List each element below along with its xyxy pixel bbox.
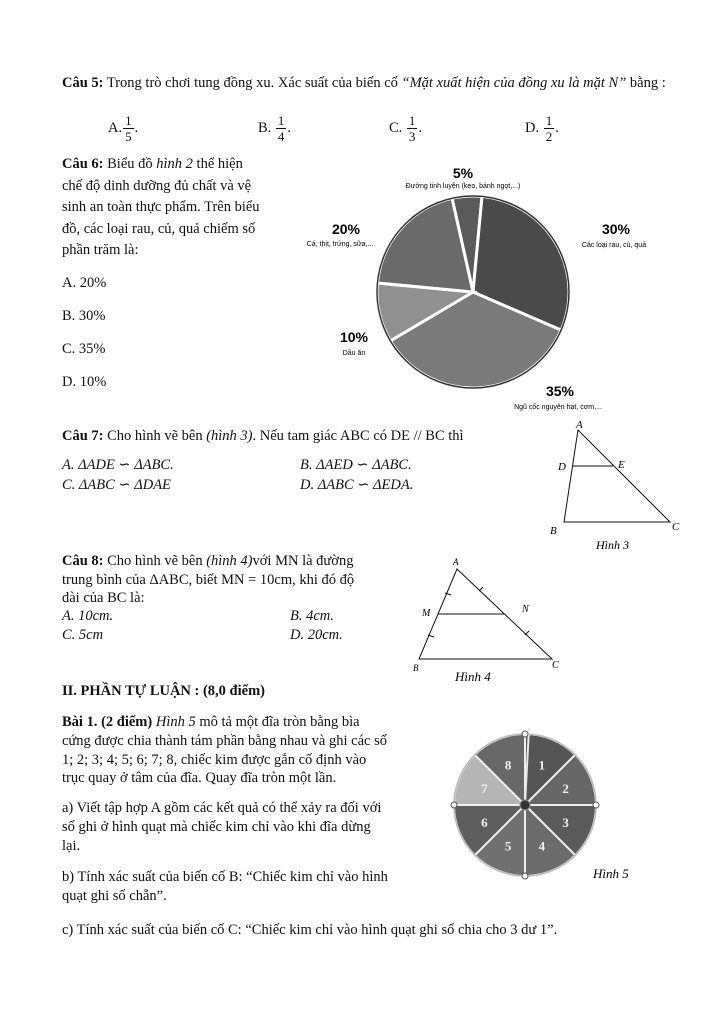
- figure-3-caption: Hình 3: [596, 538, 629, 552]
- spinner-number-2: 2: [562, 781, 569, 797]
- q5-option-c: C. $\frac{1}{3}$ .: [389, 113, 423, 144]
- spinner-number-8: 8: [504, 757, 512, 773]
- spinner-number-6: 6: [481, 814, 488, 830]
- pie-pct-oil: 10%: [339, 329, 369, 345]
- pie-pct-sugar: 5%: [452, 165, 474, 181]
- triangle-abc: [564, 430, 670, 522]
- spinner-number-7: 7: [481, 781, 488, 797]
- q7-option-a: A. ΔADE ∽ ΔABC.: [62, 457, 174, 473]
- figure-5-caption: Hình 5: [593, 866, 629, 881]
- bai1-stem: Bài 1. (2 điểm) Hình 5 mô tả một đĩa tròn bằng bìa cứng được chia thành tám phần bằng nhau và ghi các số 1; 2; 3; 4; 5; 6; 7; 8, chiếc kim được gắn cố định vào trục quay ở tâm của đĩa. Quay đĩa tròn một lần.: [62, 714, 387, 787]
- q5-stem: [62, 74, 672, 93]
- q8-stem: Câu 8: Cho hình vẽ bên (hình 4)với MN là đường trung bình của ΔABC, biết MN = 10cm, khi đó độ dài của BC là:: [62, 553, 355, 606]
- spinner-center: [520, 800, 530, 810]
- q7-option-c: C. ΔABC ∽ ΔDAE: [62, 477, 171, 493]
- q6-option-c: C. 35%: [62, 341, 106, 357]
- point-a-label: A: [453, 557, 459, 567]
- q5-option-a: A. $\frac{1}{5}$ .: [108, 113, 139, 144]
- point-c-label: C: [552, 660, 559, 671]
- spinner-number-1: 1: [538, 757, 546, 773]
- q6-option-a: A. 20%: [62, 275, 107, 291]
- figure-3-triangle: [540, 418, 690, 553]
- spinner-number-4: 4: [538, 838, 546, 854]
- pie-pct-grains: 35%: [545, 383, 575, 399]
- q5-tail: bằng :: [626, 75, 666, 91]
- q5-label: Câu 5:: [62, 75, 104, 91]
- pie-pct-vegetables: 30%: [601, 221, 631, 237]
- figure-4-triangle: [395, 555, 575, 690]
- pie-label-protein: Cá, thịt, trứng, sữa,...: [306, 241, 374, 248]
- point-n-label: N: [522, 604, 529, 615]
- q8-option-b: B. 4cm.: [290, 608, 334, 624]
- spinner-number-3: 3: [562, 814, 569, 830]
- figure-4-caption: Hình 4: [455, 669, 491, 684]
- pie-slices: [377, 196, 569, 388]
- nutrition-pie-chart: [290, 160, 660, 415]
- q5-event: “Mặt xuất hiện của đồng xu là mặt N”: [401, 75, 627, 91]
- q5-option-d: D. $\frac{1}{2}$ .: [525, 113, 559, 144]
- bai1-part-b: b) Tính xác suất của biến cố B: “Chiếc kim chỉ vào hình quạt ghi số chẵn”.: [62, 869, 388, 904]
- pie-pct-protein: 20%: [331, 221, 361, 237]
- pie-label-grains: Ngũ cốc nguyên hạt, cơm,...: [514, 404, 602, 411]
- q5-option-b: B. $\frac{1}{4}$ .: [258, 113, 292, 144]
- point-b-label: B: [413, 663, 419, 673]
- q6-option-b: B. 30%: [62, 308, 106, 324]
- q5-text: Trong trò chơi tung đồng xu. Xác suất của biến cố: [103, 75, 402, 91]
- figure-5-spinner: [445, 725, 695, 885]
- point-d-label: D: [558, 461, 566, 473]
- q8-option-d: D. 20cm.: [290, 627, 343, 643]
- q8-option-c: C. 5cm: [62, 627, 104, 643]
- point-c-label: C: [672, 521, 680, 533]
- part2-title: II. PHẦN TỰ LUẬN : (8,0 điểm): [62, 683, 265, 699]
- bai1-part-a: a) Viết tập hợp A gồm các kết quả có thể xảy ra đối với số ghi ở hình quạt mà chiếc kim chỉ vào khi đĩa dừng lại.: [62, 800, 382, 854]
- q8-option-a: A. 10cm.: [62, 608, 114, 624]
- pie-label-sugar: Đường tinh luyện (kẹo, bánh ngọt,...): [405, 183, 521, 190]
- point-a-label: A: [576, 419, 583, 431]
- bai1-part-c: c) Tính xác suất của biến cố C: “Chiếc kim chỉ vào hình quạt ghi số chia cho 3 dư 1”.: [62, 922, 558, 938]
- spinner-number-5: 5: [504, 838, 512, 854]
- pie-label-oil: Dầu ăn: [342, 350, 366, 357]
- q7-stem: Câu 7: Cho hình vẽ bên (hình 3). Nếu tam giác ABC có DE // BC thì: [62, 428, 464, 444]
- point-m-label: M: [422, 608, 431, 619]
- point-e-label: E: [618, 459, 625, 471]
- q7-option-d: D. ΔABC ∽ ΔEDA.: [300, 477, 414, 493]
- point-b-label: B: [550, 525, 557, 537]
- pie-label-vegetables: Các loại rau, củ, quả: [581, 242, 647, 249]
- q6-option-d: D. 10%: [62, 374, 107, 390]
- q7-option-b: B. ΔAED ∽ ΔABC.: [300, 457, 412, 473]
- q6-stem: Câu 6: Biểu đồ hình 2 thể hiện chế độ dinh dưỡng đủ chất và vệ sinh an toàn thực phẩm. Trên biểu đồ, các loại rau, củ, quả chiếm số phần trăm là:: [62, 156, 260, 258]
